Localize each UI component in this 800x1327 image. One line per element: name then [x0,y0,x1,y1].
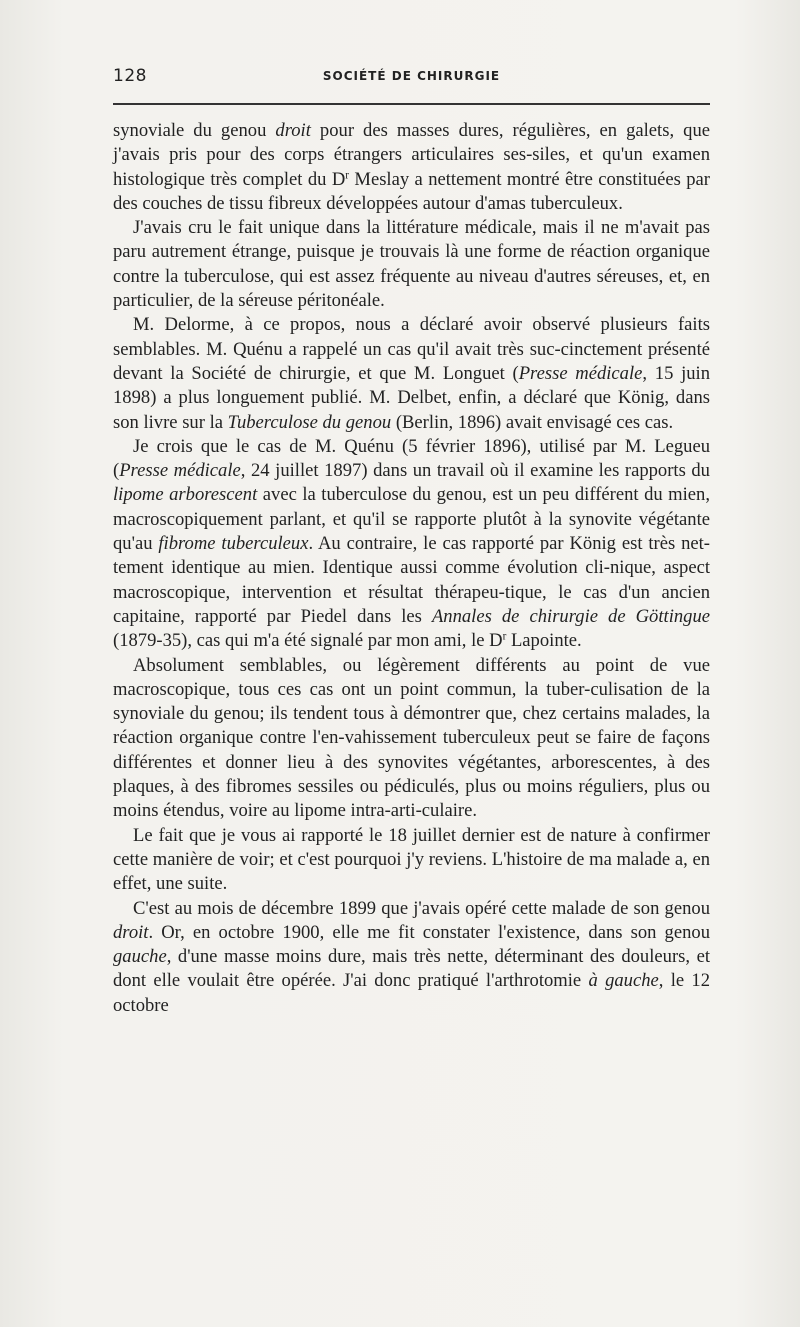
text-run: . Au contraire, le cas rapporté par König est très net-tement identique au mien. Identique aussi comme évolution cli-nique, aspect macroscopique, intervention et résultat thérapeu-tique, le cas d'un ancien capitaine, rapporté par Piedel dans les [113,533,710,627]
paragraph [113,654,710,824]
text-run: M. Delorme, à ce propos, nous a déclaré avoir observé plusieurs faits semblables. M. Quénu a rappelé un cas qu'il avait très suc-cinctement présenté devant la Société de chirurgie, et que M. Longuet ( [113,314,710,384]
paragraph [113,119,710,216]
italic-text: gauche [113,946,167,968]
text-run: Meslay a nettement montré être constituées par des couches de tissu fibreux développées autour d'amas tuberculeux. [113,168,710,214]
paragraph [113,313,710,434]
text-run: Je crois que le cas de M. Quénu (5 février 1896), utilisé par M. Legueu ( [113,435,710,482]
italic-text: à gauche [588,970,659,992]
italic-text: droit [113,921,149,943]
page-header [113,62,710,92]
text-run: (Berlin, 1896) avait envisagé ces cas. [391,411,674,433]
text-run: Absolument semblables, ou légèrement différents au point de vue macroscopique, tous ces cas ont un point commun, la tuber-culisation de la synoviale du genou; ils tendent tous à démontrer que, chez certains malades, la réaction organique contre l'en-vahissement tuberculeux peut se faire de façons différentes et donner lieu à des synovites végétantes, arborescentes, à des plaques, à des fibromes sessiles ou pédiculés, plus ou moins réguliers, plus ou moins étendus, voire au lipome intra-arti-culaire. [113,654,710,822]
running-head: SOCIÉTÉ DE CHIRURGIE [322,69,501,83]
text-run: J'avais cru le fait unique dans la littérature médicale, mais il ne m'avait pas paru autrement étrange, puisque je trouvais là une forme de réaction organique contre la tuberculose, qui est assez fréquente au niveau d'autres séreuses, et, en particulier, de la séreuse péritonéale. [113,217,710,312]
paragraph [113,435,710,654]
header-rule [113,103,710,105]
text-run: Le fait que je vous ai rapporté le 18 juillet dernier est de nature à confirmer cette manière de voir; et c'est pourquoi j'y reviens. L'histoire de ma malade a, en effet, une suite. [113,824,710,895]
text-run: , le 12 octobre [113,970,710,1016]
italic-text: Tuberculose du genou [227,411,392,433]
body-text [113,119,710,1018]
italic-text: fibrome tuberculeux [158,533,309,555]
text-run: avec la tuberculose du genou, est un peu différent du mien, macroscopiquement parlant, et qu'il se rapporte plutôt à la synovite végétante qu'au [113,484,711,555]
superscript: r [345,168,350,181]
italic-text: Annales de chirurgie de Göttingue [431,605,710,627]
text-run: . Or, en octobre 1900, elle me fit constater l'existence, dans son genou [148,921,710,943]
italic-text: Presse médicale [119,460,241,482]
superscript: r [502,630,507,643]
italic-text: Presse médicale [518,362,643,384]
text-run: synoviale du genou [113,120,276,141]
page-number: 128 [113,66,147,86]
text-run: Lapointe. [506,630,582,652]
text-run: (1879-35), cas qui m'a été signalé par mon ami, le D [113,630,503,652]
text-run: , 24 juillet 1897) dans un travail où il examine les rapports du [240,460,710,482]
text-run: C'est au mois de décembre 1899 que j'avais opéré cette malade de son genou [133,897,710,919]
paragraph [113,897,710,1018]
text-run: , d'une masse moins dure, mais très nette, déterminant des douleurs, et dont elle voulait être opérée. J'ai donc pratiqué l'arthrotomie [113,946,710,992]
paragraph [113,824,710,897]
text-run: , 15 juin 1898) a plus longuement publié. M. Delbet, enfin, a déclaré que König, dans son livre sur la [113,362,710,433]
paragraph [113,216,710,313]
italic-text: droit [275,120,311,141]
text-run: pour des masses dures, régulières, en galets, que j'avais pris pour des corps étrangers articulaires ses-siles, et qu'un examen histologique très complet du D [113,120,710,190]
italic-text: lipome arborescent [113,484,258,506]
